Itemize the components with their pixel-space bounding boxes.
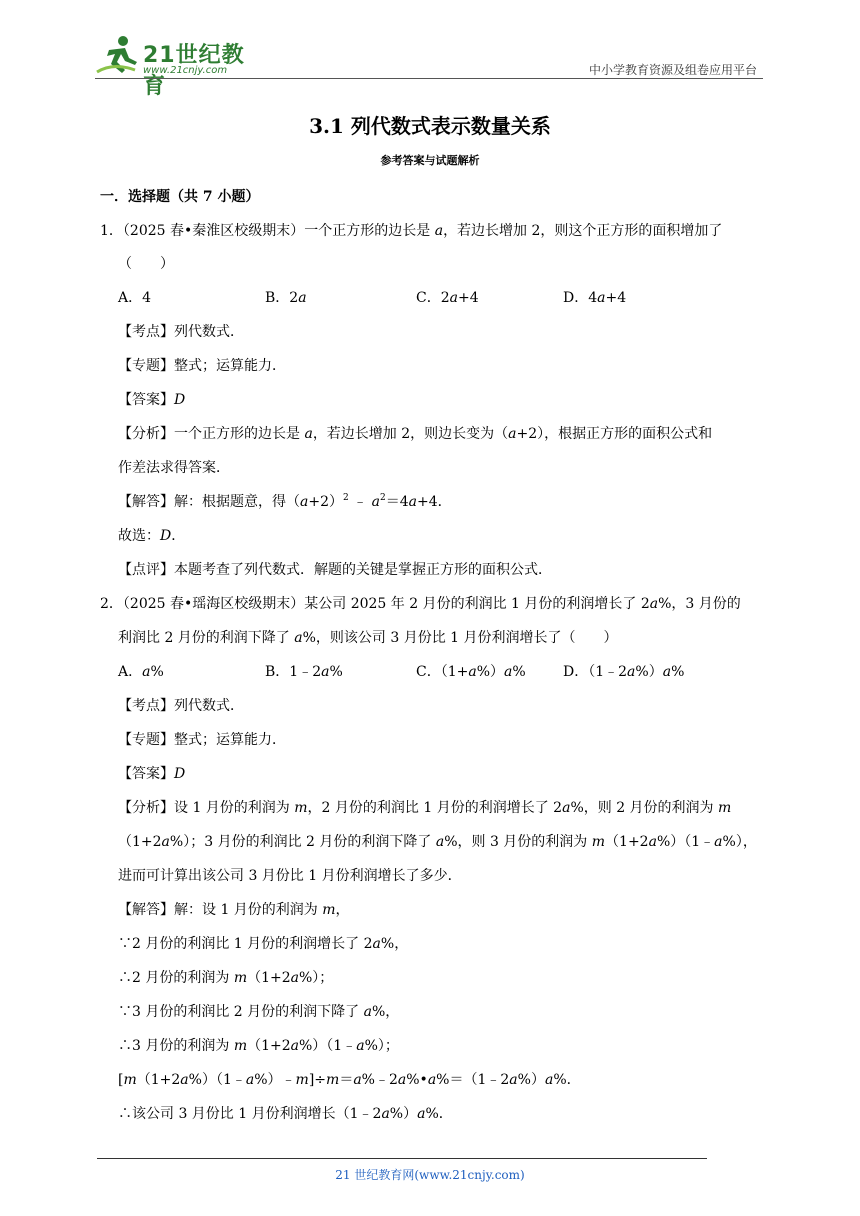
footer-divider: [97, 1158, 707, 1159]
page-footer: 21 世纪教育网(www.21cnjy.com): [335, 1168, 525, 1182]
q2-option-c: C．（1+a%）a%: [416, 664, 526, 680]
q2-fenxi-line3: 进而可计算出该公司 3 月份比 1 月份利润增长了多少．: [118, 868, 462, 884]
q2-jieda-line3: ∴2 月份的利润为 m（1+2a%）；: [118, 970, 334, 986]
q1-option-d: D．4a+4: [563, 290, 627, 306]
q2-kaodian: 【考点】列代数式．: [118, 698, 244, 714]
q2-option-b: B．1﹣2a%: [265, 664, 343, 680]
q1-kaodian: 【考点】列代数式．: [118, 324, 244, 340]
q1-answer: 【答案】D: [118, 392, 186, 408]
q1-guxuan: 故选：D．: [118, 528, 186, 544]
q2-zhuanti: 【专题】整式；运算能力．: [118, 732, 286, 748]
q1-option-a: A．4: [118, 290, 152, 306]
page-subtitle: 参考答案与试题解析: [380, 154, 480, 167]
runner-logo-icon: [95, 32, 141, 78]
q2-option-d: D．（1﹣2a%）a%: [563, 664, 685, 680]
q1-option-b: B．2a: [265, 290, 307, 306]
q2-jieda-line4: ∵3 月份的利润比 2 月份的利润下降了 a%，: [118, 1004, 400, 1020]
logo-url: www.21cnjy.com: [143, 65, 228, 76]
q1-jieda: 【解答】解：根据题意，得$(a+2)^2$ ﹣ $a^2=4a+4$．: [118, 493, 452, 510]
section-heading: 一．选择题（共 7 小题）: [100, 189, 260, 205]
page-title: 3.1 列代数式表示数量关系: [309, 114, 551, 138]
q1-stem-line1: 1．（2025 春•秦淮区校级期末）一个正方形的边长是 a，若边长增加 2，则这个正方形的面积增加了: [100, 223, 723, 239]
q2-stem-line2: 利润比 2 月份的利润下降了 a%，则该公司 3 月份比 1 月份利润增长了（ ）: [118, 630, 618, 646]
q2-fenxi-line2: （1+2a%）；3 月份的利润比 2 月份的利润下降了 a%，则 3 月份的利润为 m（1+2a%）（1﹣a%），: [118, 834, 757, 850]
q1-option-c: C．2a+4: [416, 290, 479, 306]
q2-jieda-line6: [m（1+2a%）（1﹣a%）﹣m]÷m＝a%﹣2a%•a%＝（1﹣2a%）a%．: [118, 1072, 581, 1088]
header-divider: [95, 78, 763, 79]
q2-fenxi-line1: 【分析】设 1 月份的利润为 m，2 月份的利润比 1 月份的利润增长了 2a%，则 2 月份的利润为 m: [118, 800, 732, 816]
q1-fenxi-line2: 作差法求得答案．: [118, 460, 230, 476]
q2-stem-line1: 2．（2025 春•瑶海区校级期末）某公司 2025 年 2 月份的利润比 1 月份的利润增长了 2a%，3 月份的: [100, 596, 741, 612]
logo-text: 21世纪教育: [143, 43, 245, 99]
q2-jieda-line7: ∴该公司 3 月份比 1 月份利润增长（1﹣2a%）a%．: [118, 1106, 453, 1122]
q1-zhuanti: 【专题】整式；运算能力．: [118, 358, 286, 374]
site-logo: [95, 32, 265, 99]
q2-jieda-line1: 【解答】解：设 1 月份的利润为 m，: [118, 902, 350, 918]
page-header: [95, 28, 763, 99]
q2-option-a: A．a%: [118, 664, 164, 680]
q1-dianping: 【点评】本题考查了列代数式．解题的关键是掌握正方形的面积公式．: [118, 562, 552, 578]
q1-fenxi-line1: 【分析】一个正方形的边长是 a，若边长增加 2，则边长变为（a+2），根据正方形的面积公式和: [118, 426, 713, 442]
q2-jieda-line2: ∵2 月份的利润比 1 月份的利润增长了 2a%，: [118, 936, 409, 952]
q2-answer: 【答案】D: [118, 766, 186, 782]
platform-name: 中小学教育资源及组卷应用平台: [588, 63, 757, 77]
q2-jieda-line5: ∴3 月份的利润为 m（1+2a%）（1﹣a%）；: [118, 1038, 399, 1054]
q1-stem-line2: （ ）: [118, 256, 174, 272]
